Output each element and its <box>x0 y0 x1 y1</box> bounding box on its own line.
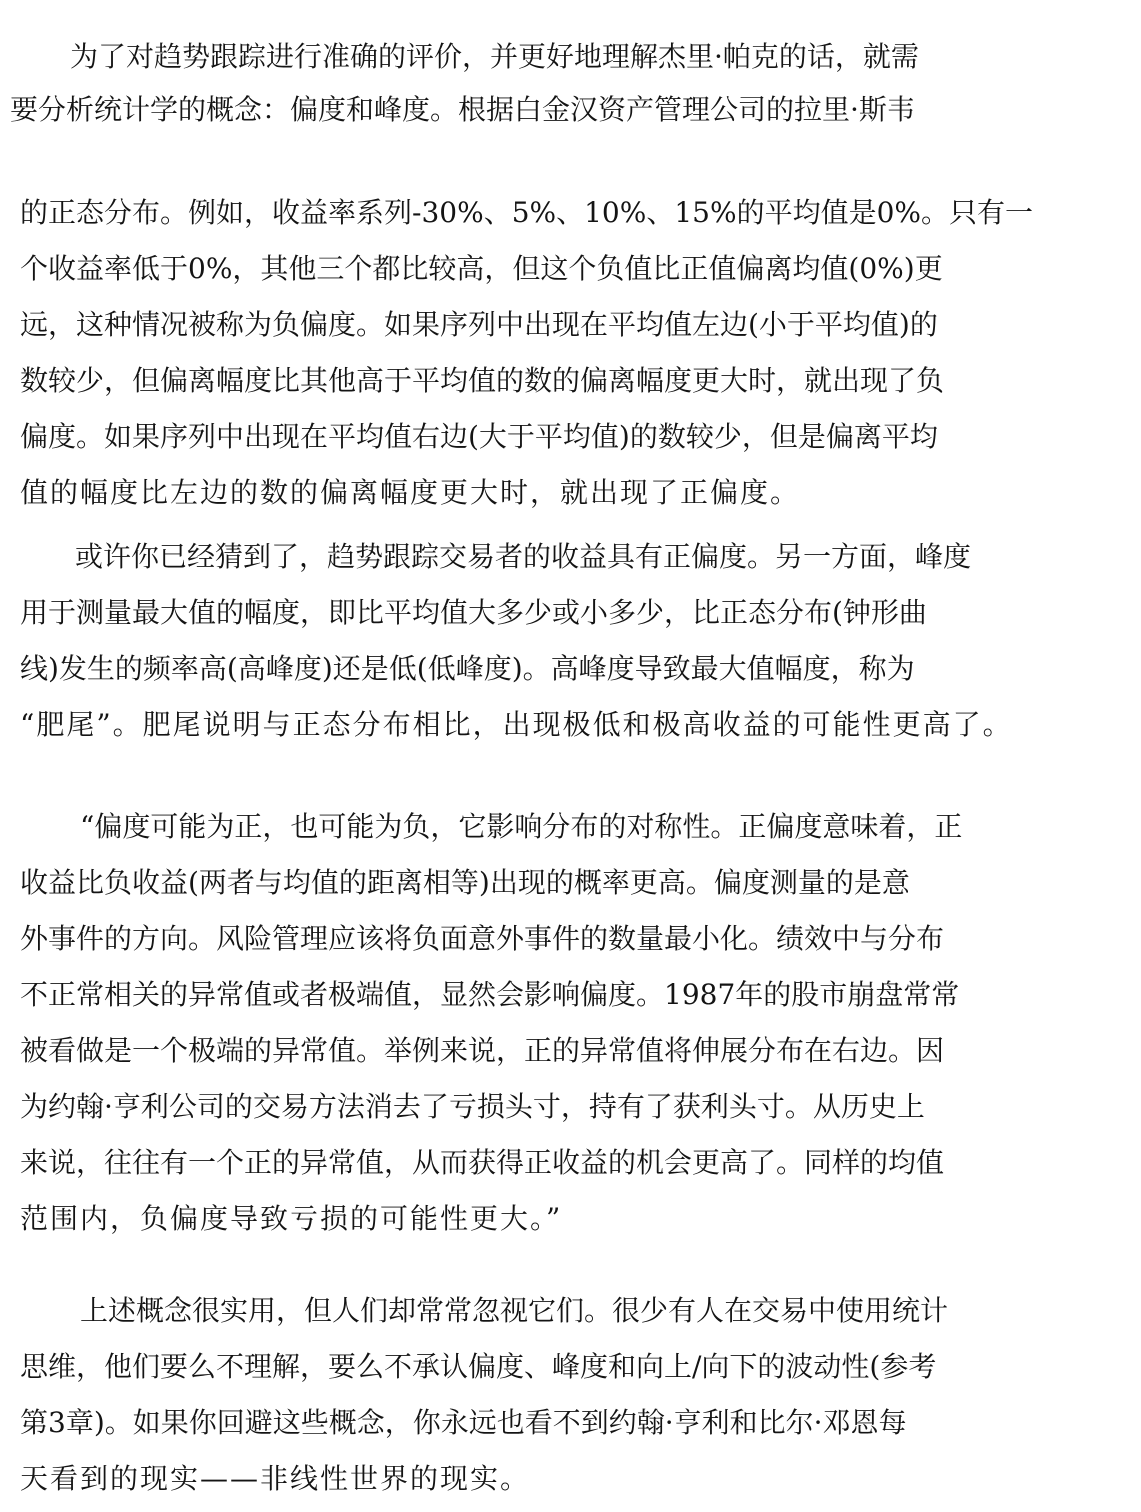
text-line: 不正常相关的异常值或者极端值，显然会影响偏度。1987年的股市崩盘常常 <box>20 978 960 1011</box>
text-line: 线)发生的频率高(高峰度)还是低(低峰度)。高峰度导致最大值幅度，称为 <box>20 652 915 685</box>
text-line: “偏度可能为正，也可能为负，它影响分布的对称性。正偏度意味着，正 <box>80 810 963 843</box>
text-line: 思维，他们要么不理解，要么不承认偏度、峰度和向上/向下的波动性(参考 <box>20 1350 937 1383</box>
text-line: 要分析统计学的概念：偏度和峰度。根据白金汉资产管理公司的拉里·斯韦 <box>10 93 915 126</box>
text-line: 被看做是一个极端的异常值。举例来说，正的异常值将伸展分布在右边。因 <box>20 1034 945 1067</box>
text-line: 个收益率低于0%，其他三个都比较高，但这个负值比正值偏离均值(0%)更 <box>20 252 943 285</box>
text-line: 数较少，但偏离幅度比其他高于平均值的数的偏离幅度更大时，就出现了负 <box>20 364 945 397</box>
text-line: 为约翰·亨利公司的交易方法消去了亏损头寸，持有了获利头寸。从历史上 <box>20 1090 925 1123</box>
text-line: 值的幅度比左边的数的偏离幅度更大时，就出现了正偏度。 <box>20 476 801 509</box>
text-line: 收益比负收益(两者与均值的距离相等)出现的概率更高。偏度测量的是意 <box>20 866 910 899</box>
text-line: 上述概念很实用，但人们却常常忽视它们。很少有人在交易中使用统计 <box>80 1294 949 1327</box>
text-line: 用于测量最大值的幅度，即比平均值大多少或小多少，比正态分布(钟形曲 <box>20 596 927 629</box>
text-line: 为了对趋势跟踪进行准确的评价，并更好地理解杰里·帕克的话，就需 <box>70 40 919 73</box>
text-line: 的正态分布。例如，收益率系列-30%、5%、10%、15%的平均值是0%。只有一 <box>20 196 1034 229</box>
text-line: 外事件的方向。风险管理应该将负面意外事件的数量最小化。绩效中与分布 <box>20 922 945 955</box>
text-line: “肥尾”。肥尾说明与正态分布相比，出现极低和极高收益的可能性更高了。 <box>20 708 1013 741</box>
text-line: 或许你已经猜到了，趋势跟踪交易者的收益具有正偏度。另一方面，峰度 <box>75 540 972 573</box>
text-line: 来说，往往有一个正的异常值，从而获得正收益的机会更高了。同样的均值 <box>20 1146 945 1179</box>
text-line: 远，这种情况被称为负偏度。如果序列中出现在平均值左边(小于平均值)的 <box>20 308 938 341</box>
text-line: 范围内，负偏度导致亏损的可能性更大。” <box>20 1202 563 1235</box>
text-line: 第3章)。如果你回避这些概念，你永远也看不到约翰·亨利和比尔·邓恩每 <box>20 1406 907 1439</box>
text-line: 偏度。如果序列中出现在平均值右边(大于平均值)的数较少，但是偏离平均 <box>20 420 938 453</box>
text-line: 天看到的现实——非线性世界的现实。 <box>20 1462 531 1495</box>
